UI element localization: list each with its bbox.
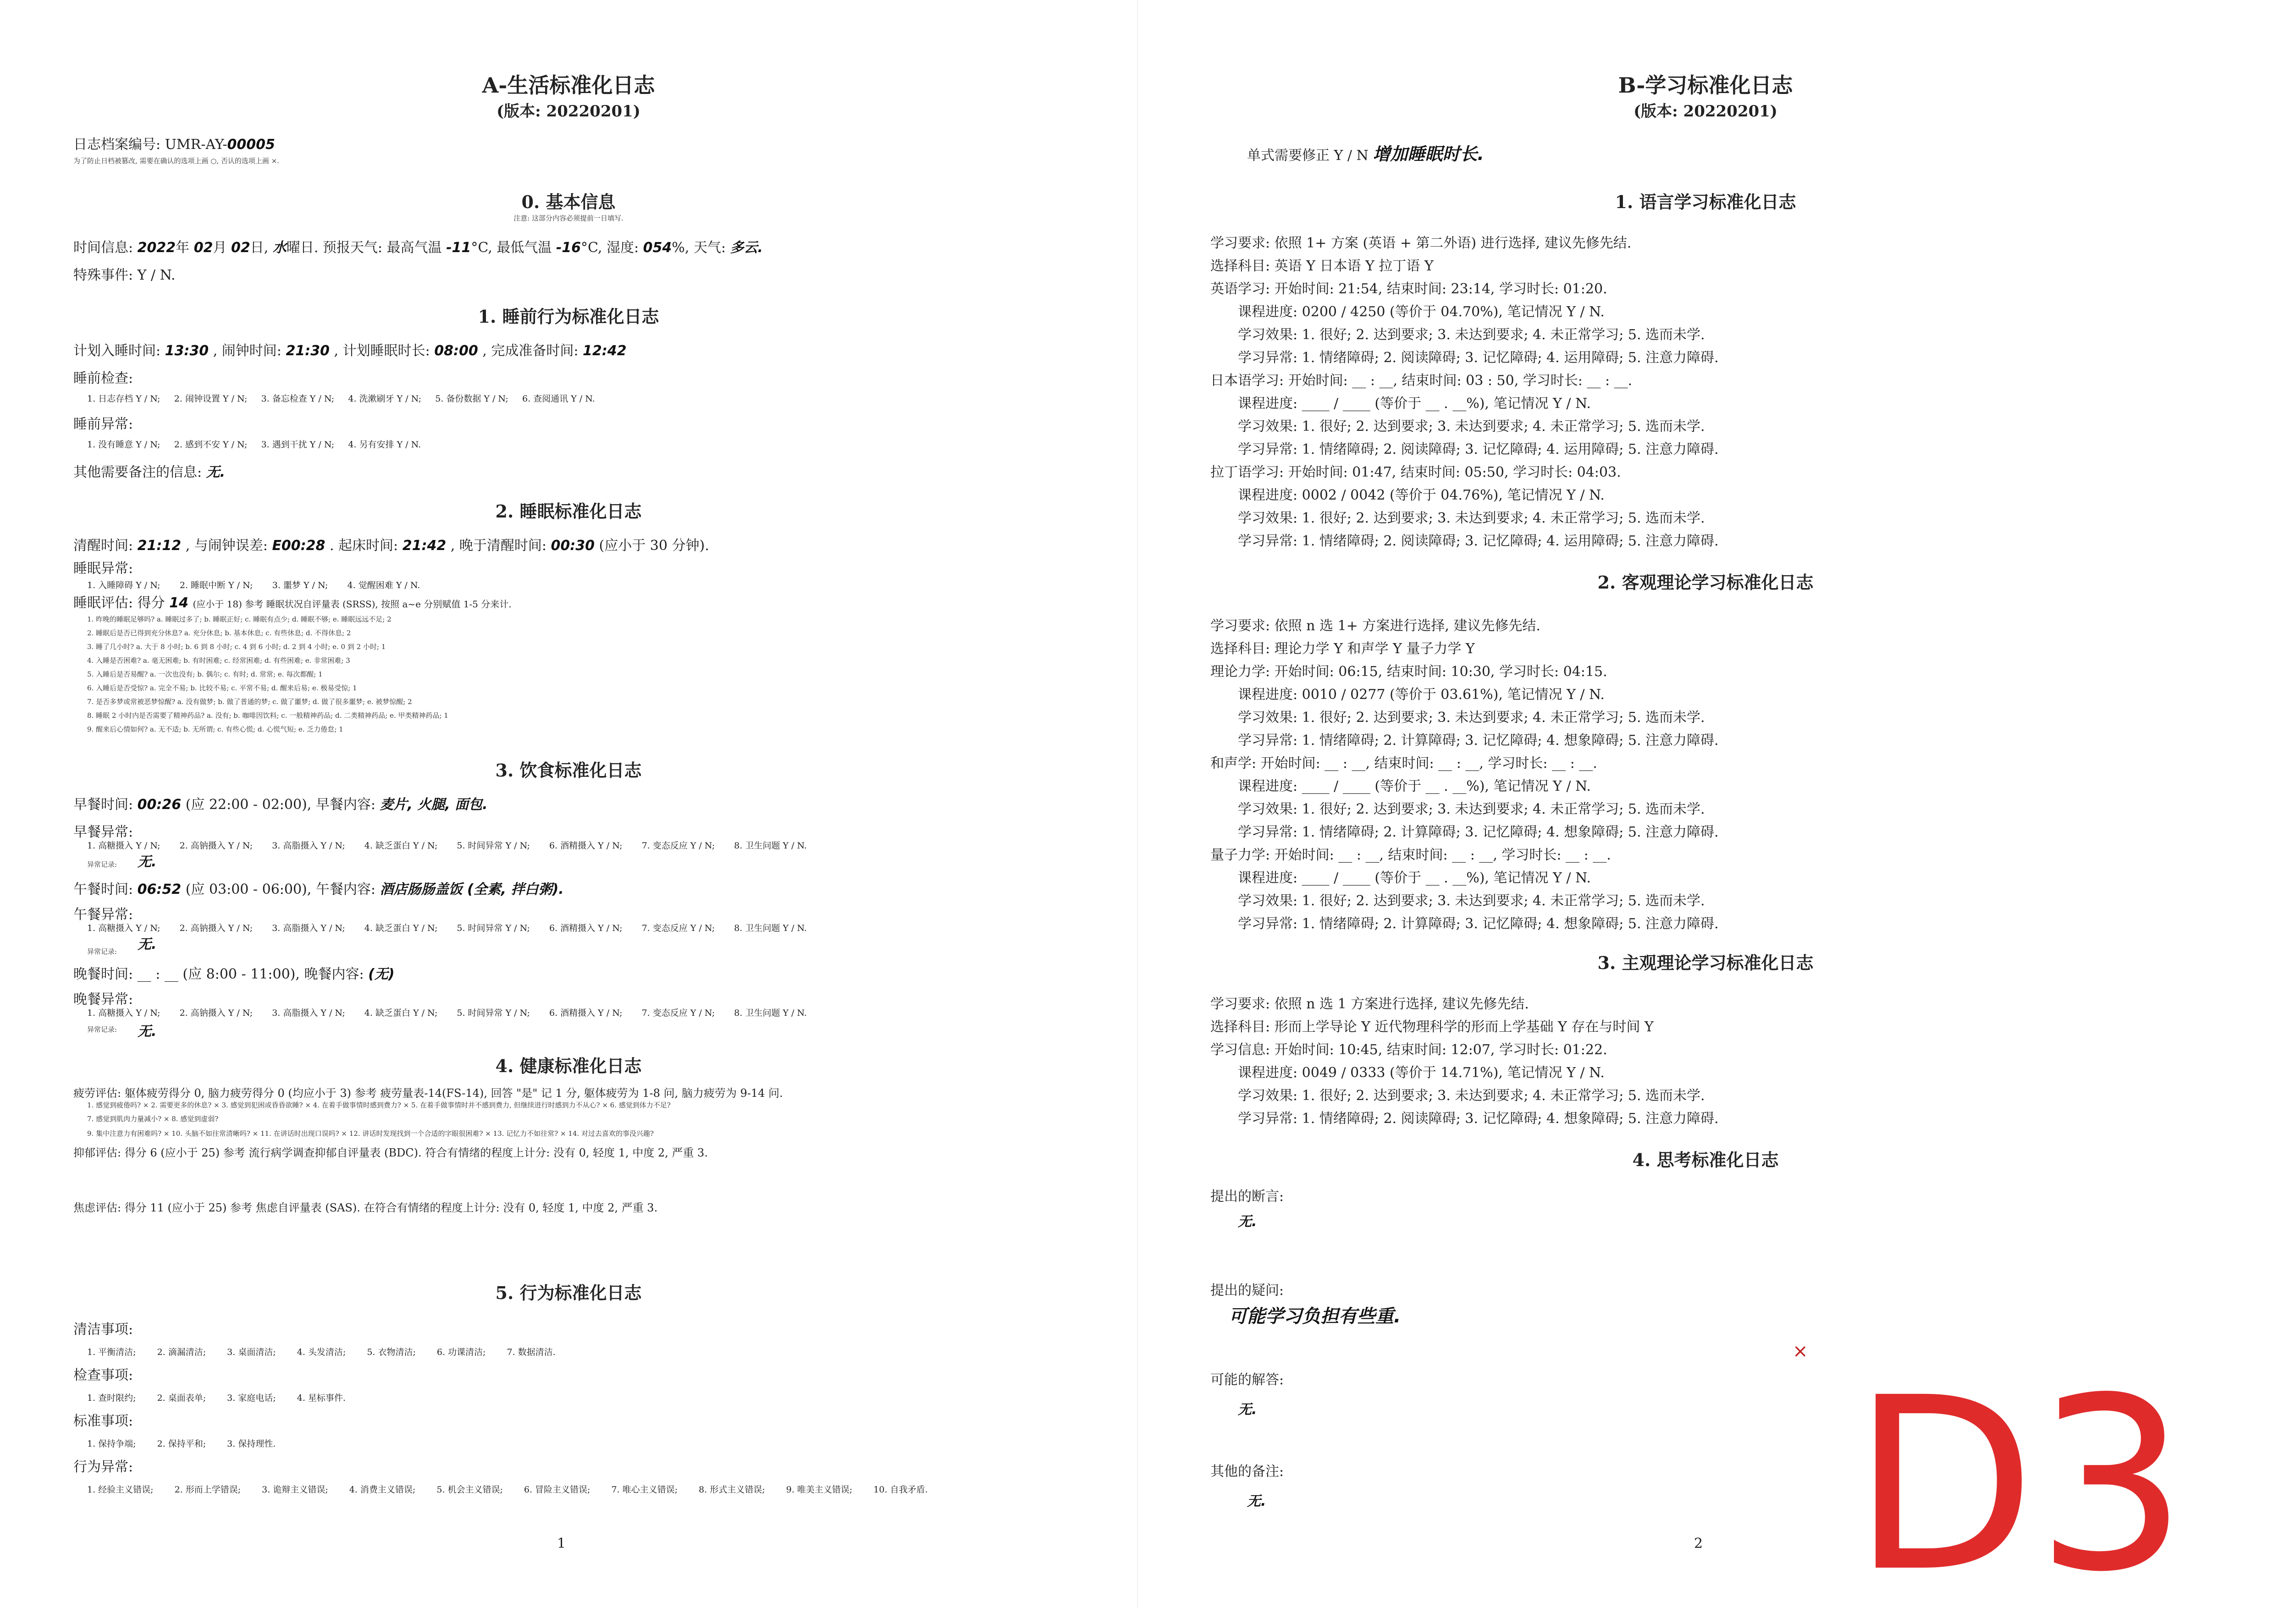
behavior-item: 3. 保持理性. bbox=[227, 1439, 276, 1449]
min-temp: -16 bbox=[556, 240, 581, 256]
mod-choice: Y / N bbox=[1334, 148, 1369, 164]
sleep-question: 9. 醒来后心情如何? a. 无不适; b. 无所谓; c. 有些心慌; d. 心慌气短; e. 乏力倦怠; 1 bbox=[87, 725, 343, 733]
err-value: E00:28 bbox=[272, 538, 326, 554]
behavior-item: 3. 诡辩主义错误; bbox=[262, 1485, 328, 1495]
max-temp: -11 bbox=[446, 240, 471, 256]
english-effect: 学习效果: 1. 很好; 2. 达到要求; 3. 未达到要求; 4. 未正常学习; 5. 选而未学. bbox=[1238, 327, 1705, 343]
archive-label: 日志档案编号: UMR-AY- bbox=[73, 137, 227, 153]
day-unit: 日, bbox=[250, 240, 269, 256]
section-1-title: 1. 睡前行为标准化日志 bbox=[478, 306, 659, 327]
obj-req: 学习要求: 依照 n 选 1+ 方案进行选择, 建议先修先结. bbox=[1210, 618, 1540, 634]
weekday-unit: 曜日. 预报天气: 最高气温 bbox=[286, 240, 442, 256]
year-value: 2022 bbox=[137, 240, 176, 256]
time-info-line bbox=[73, 236, 763, 256]
sleep-question: 2. 睡眠后是否已得到充分休息? a. 充分休息; b. 基本休息; c. 有些休息; d. 不得休息; 2 bbox=[87, 629, 351, 637]
meal-item: 7. 变态反应 Y / N; bbox=[641, 841, 715, 851]
other-note-value: 无. bbox=[1247, 1493, 1266, 1509]
subj-subjects: 选择科目: 形而上学导论 Y 近代物理科学的形而上学基础 Y 存在与时间 Y bbox=[1210, 1019, 1654, 1035]
behavior-item: 5. 衣物清洁; bbox=[367, 1347, 416, 1357]
section-3-title: 3. 饮食标准化日志 bbox=[495, 760, 642, 781]
quantum-progress: 课程进度: ____ / ____ (等价于 __ . __%), 笔记情况 Y / N. bbox=[1238, 870, 1591, 886]
abnormal-item: 3. 噩梦 Y / N; bbox=[272, 580, 328, 590]
question-label: 提出的疑问: bbox=[1210, 1283, 1284, 1299]
behavior-item: 4. 星标事件. bbox=[297, 1393, 346, 1403]
wake-time: 21:12 bbox=[137, 538, 182, 554]
breakfast-rec-label: 异常记录: bbox=[87, 860, 117, 869]
lunch-items bbox=[87, 921, 826, 934]
weekday-value: 水 bbox=[272, 240, 287, 256]
lunch-rec: 无. bbox=[138, 936, 157, 952]
check-item: 4. 洗漱刷牙 Y / N; bbox=[348, 394, 421, 404]
page-a-title: A-生活标准化日志 bbox=[482, 73, 655, 98]
abnormal-item: 4. 觉醒困难 Y / N. bbox=[347, 580, 420, 590]
meal-item: 8. 卫生问题 Y / N. bbox=[734, 1008, 807, 1018]
behavior-abn-items bbox=[87, 1483, 949, 1495]
check-item: 1. 日志存档 Y / N; bbox=[87, 394, 160, 404]
fatigue-q3: 9. 集中注意力有困难吗? × 10. 头脑不如往常清晰吗? × 11. 在讲话时出现口误吗? × 12. 讲话时发现找到一个合适的字眼很困难? × 13. 记忆力不如往常? × 14. 对过去喜欢的事没兴趣? bbox=[87, 1129, 654, 1138]
standard-items bbox=[87, 1437, 297, 1449]
late-value: 00:30 bbox=[551, 538, 595, 554]
harmony-line: 和声学: 开始时间: __ : __, 结束时间: __ : __, 学习时长: __ : __. bbox=[1210, 755, 1597, 771]
modification-line bbox=[1247, 140, 1484, 165]
subj-req: 学习要求: 依照 n 选 1 方案进行选择, 建议先修先结. bbox=[1210, 996, 1529, 1012]
answer-label: 可能的解答: bbox=[1210, 1372, 1284, 1388]
abnormal-item: 2. 感到不安 Y / N; bbox=[174, 440, 248, 450]
dinner-label: 晚餐时间: bbox=[73, 966, 133, 982]
meal-item: 7. 变态反应 Y / N; bbox=[641, 1008, 715, 1018]
pre-sleep-abnormals bbox=[87, 438, 421, 450]
wake-label: 清醒时间: bbox=[73, 538, 133, 554]
page-b-version: (版本: 20220201) bbox=[1634, 102, 1777, 121]
page-a-version: (版本: 20220201) bbox=[497, 102, 640, 121]
breakfast-label: 早餐时间: bbox=[73, 797, 133, 813]
fatigue-q1: 1. 感觉到疲倦吗? × 2. 需要更多的休息? × 3. 感觉到犯困或昏昏欲睡? × 4. 在着手做事情时感到费力? × 5. 在着手做事情时并不感到费力, 但继续进行时感到力不从心? × 6. 感觉到体力不足? bbox=[87, 1101, 671, 1109]
behavior-item: 7. 数据清洁. bbox=[507, 1347, 556, 1357]
lunch-label: 午餐时间: bbox=[73, 881, 133, 897]
other-value: 无. bbox=[206, 464, 226, 480]
meal-item: 3. 高脂摄入 Y / N; bbox=[272, 1008, 345, 1018]
depression-line: 抑郁评估: 得分 6 (应小于 25) 参考 流行病学调查抑郁自评量表 (BDC). 符合有情绪的程度上计分: 没有 0, 轻度 1, 中度 2, 严重 3. bbox=[73, 1146, 708, 1159]
check-item: 6. 查阅通讯 Y / N. bbox=[522, 394, 595, 404]
meal-item: 6. 酒精摄入 Y / N; bbox=[549, 841, 623, 851]
alarm-label: , 闹钟时间: bbox=[213, 343, 281, 359]
score-note: (应小于 18) 参考 睡眠状况自评量表 (SRSS), 按照 a~e 分别赋值 1-5 分来计. bbox=[193, 599, 512, 610]
meal-item: 4. 缺乏蛋白 Y / N; bbox=[364, 923, 438, 933]
archive-note: 为了防止日档被篡改, 需要在确认的选项上画 ○, 否认的选项上画 ×. bbox=[73, 157, 280, 165]
other-label: 其他需要备注的信息: bbox=[73, 464, 202, 480]
behavior-item: 1. 查时限约; bbox=[87, 1393, 136, 1403]
behavior-item: 3. 家庭电话; bbox=[227, 1393, 276, 1403]
meal-item: 5. 时间异常 Y / N; bbox=[457, 1008, 530, 1018]
check-item: 3. 备忘检查 Y / N; bbox=[261, 394, 335, 404]
behavior-item: 4. 头发清洁; bbox=[297, 1347, 346, 1357]
humidity: 054 bbox=[643, 240, 672, 256]
meal-item: 1. 高糖摄入 Y / N; bbox=[87, 841, 160, 851]
mech-progress: 课程进度: 0010 / 0277 (等价于 03.61%), 笔记情况 Y / N. bbox=[1238, 687, 1605, 703]
lunch-time: 06:52 bbox=[137, 881, 182, 897]
planlen-label: , 计划睡眠时长: bbox=[334, 343, 430, 359]
lunch-rec-label: 异常记录: bbox=[87, 947, 117, 956]
check-label: 检查事项: bbox=[73, 1367, 133, 1383]
japanese-line: 日本语学习: 开始时间: __ : __, 结束时间: 03 : 50, 学习时长: __ : __. bbox=[1210, 373, 1633, 389]
obj-subjects: 选择科目: 理论力学 Y 和声学 Y 量子力学 Y bbox=[1210, 641, 1475, 657]
meal-item: 8. 卫生问题 Y / N. bbox=[734, 841, 807, 851]
archive-value: 00005 bbox=[227, 137, 275, 153]
time-label: 时间信息: bbox=[73, 240, 133, 256]
mod-note: 增加睡眠时长. bbox=[1373, 144, 1484, 164]
sleep-score-line bbox=[73, 591, 512, 611]
behavior-abn-label: 行为异常: bbox=[73, 1459, 133, 1475]
quantum-effect: 学习效果: 1. 很好; 2. 达到要求; 3. 未达到要求; 4. 未正常学习; 5. 选而未学. bbox=[1238, 893, 1705, 909]
min-unit: °C, 湿度: bbox=[581, 240, 639, 256]
meal-item: 7. 变态反应 Y / N; bbox=[641, 923, 715, 933]
lang-subjects: 选择科目: 英语 Y 日本语 Y 拉丁语 Y bbox=[1210, 258, 1434, 274]
quantum-abnormal: 学习异常: 1. 情绪障碍; 2. 计算障碍; 3. 记忆障碍; 4. 想象障碍; 5. 注意力障碍. bbox=[1238, 916, 1719, 932]
sleep-question: 5. 入睡后是否易醒? a. 一次也没有; b. 偶尔; c. 有时; d. 常常; e. 每次都醒; 1 bbox=[87, 670, 323, 678]
abnormal-item: 3. 遇到干扰 Y / N; bbox=[261, 440, 335, 450]
behavior-item: 9. 唯美主义错误; bbox=[786, 1485, 853, 1495]
b-section-4-title: 4. 思考标准化日志 bbox=[1632, 1150, 1779, 1170]
behavior-item: 10. 自我矛盾. bbox=[873, 1485, 928, 1495]
mod-label: 单式需要修正 bbox=[1247, 148, 1330, 164]
pre-sleep-checks bbox=[87, 392, 595, 404]
meal-item: 2. 高钠摄入 Y / N; bbox=[179, 923, 253, 933]
clean-label: 清洁事项: bbox=[73, 1321, 133, 1338]
up-label: . 起床时间: bbox=[329, 538, 398, 554]
anxiety-line: 焦虑评估: 得分 11 (应小于 25) 参考 焦虑自评量表 (SAS). 在符合有情绪的程度上计分: 没有 0, 轻度 1, 中度 2, 严重 3. bbox=[73, 1201, 658, 1214]
breakfast-time: 00:26 bbox=[137, 797, 182, 813]
subj-effect: 学习效果: 1. 很好; 2. 达到要求; 3. 未达到要求; 4. 未正常学习; 5. 选而未学. bbox=[1238, 1088, 1705, 1104]
japanese-effect: 学习效果: 1. 很好; 2. 达到要求; 3. 未达到要求; 4. 未正常学习; 5. 选而未学. bbox=[1238, 418, 1705, 435]
behavior-item: 1. 经验主义错误; bbox=[87, 1485, 154, 1495]
weather: 多云. bbox=[730, 240, 763, 256]
ready-label: , 完成准备时间: bbox=[482, 343, 579, 359]
section-4-title: 4. 健康标准化日志 bbox=[495, 1056, 642, 1076]
late-note: (应小于 30 分钟). bbox=[599, 538, 709, 554]
meal-item: 2. 高钠摄入 Y / N; bbox=[179, 1008, 253, 1018]
behavior-item: 1. 平衡清洁; bbox=[87, 1347, 136, 1357]
dinner-line bbox=[73, 963, 395, 983]
meal-item: 2. 高钠摄入 Y / N; bbox=[179, 841, 253, 851]
archive-line bbox=[73, 133, 275, 153]
harmony-progress: 课程进度: ____ / ____ (等价于 __ . __%), 笔记情况 Y / N. bbox=[1238, 778, 1591, 794]
sleep-question: 6. 入睡后是否受惊? a. 完全不易; b. 比较不易; c. 平常不易; d. 醒来后易; e. 极易受惊; 1 bbox=[87, 684, 357, 692]
score-label: 睡眠评估: 得分 bbox=[73, 595, 165, 611]
abnormal-item: 1. 入睡障碍 Y / N; bbox=[87, 580, 160, 590]
behavior-item: 1. 保持争端; bbox=[87, 1439, 136, 1449]
question-value: 可能学习负担有些重. bbox=[1229, 1306, 1401, 1327]
breakfast-content: 麦片, 火腿, 面包. bbox=[380, 797, 488, 813]
harmony-abnormal: 学习异常: 1. 情绪障碍; 2. 计算障碍; 3. 记忆障碍; 4. 想象障碍; 5. 注意力障碍. bbox=[1238, 824, 1719, 840]
breakfast-line bbox=[73, 793, 488, 813]
b-section-3-title: 3. 主观理论学习标准化日志 bbox=[1597, 952, 1814, 973]
sleep-question: 8. 睡眠 2 小时内是否需要了精神药品? a. 没有; b. 咖啡因饮料; c. 一般精神药品; d. 二类精神药品; e. 甲类精神药品; 1 bbox=[87, 711, 448, 720]
month-value: 02 bbox=[193, 240, 213, 256]
english-abnormal: 学习异常: 1. 情绪障碍; 2. 阅读障碍; 3. 记忆障碍; 4. 运用障碍; 5. 注意力障碍. bbox=[1238, 350, 1719, 366]
behavior-item: 3. 桌面清洁; bbox=[227, 1347, 276, 1357]
behavior-item: 6. 冒险主义错误; bbox=[524, 1485, 591, 1495]
lang-req: 学习要求: 依照 1+ 方案 (英语 + 第二外语) 进行选择, 建议先修先结. bbox=[1210, 235, 1632, 251]
meal-item: 3. 高脂摄入 Y / N; bbox=[272, 841, 345, 851]
english-line: 英语学习: 开始时间: 21:54, 结束时间: 23:14, 学习时长: 01:20. bbox=[1210, 281, 1607, 297]
quantum-line: 量子力学: 开始时间: __ : __, 结束时间: __ : __, 学习时长: __ : __. bbox=[1210, 847, 1611, 863]
alarm-time: 21:30 bbox=[286, 343, 330, 359]
cross-mark-icon: × bbox=[1793, 1341, 1808, 1362]
subj-progress: 课程进度: 0049 / 0333 (等价于 14.71%), 笔记情况 Y / N. bbox=[1238, 1065, 1605, 1081]
behavior-item: 4. 消费主义错误; bbox=[349, 1485, 416, 1495]
behavior-item: 8. 形式主义错误; bbox=[699, 1485, 765, 1495]
standard-label: 标准事项: bbox=[73, 1413, 133, 1429]
b-section-1-title: 1. 语言学习标准化日志 bbox=[1615, 192, 1796, 212]
other-notes-line bbox=[73, 461, 225, 481]
latin-line: 拉丁语学习: 开始时间: 01:47, 结束时间: 05:50, 学习时长: 04:03. bbox=[1210, 464, 1621, 480]
section-0-title: 0. 基本信息 bbox=[521, 192, 616, 212]
fatigue-q2: 7. 感觉到肌肉力量减小? × 8. 感觉到虚弱? bbox=[87, 1115, 219, 1123]
d3-stamp: D3 bbox=[1852, 1346, 2188, 1624]
dinner-rec: 无. bbox=[138, 1024, 157, 1040]
lunch-note: (应 03:00 - 06:00), 午餐内容: bbox=[185, 881, 375, 897]
meal-item: 4. 缺乏蛋白 Y / N; bbox=[364, 841, 438, 851]
page-number: 1 bbox=[557, 1536, 566, 1552]
harmony-effect: 学习效果: 1. 很好; 2. 达到要求; 3. 未达到要求; 4. 未正常学习; 5. 选而未学. bbox=[1238, 801, 1705, 817]
pre-sleep-check-label: 睡前检查: bbox=[73, 370, 133, 386]
max-unit: °C, 最低气温 bbox=[471, 240, 552, 256]
dinner-rec-label: 异常记录: bbox=[87, 1025, 117, 1034]
behavior-item: 6. 功课清洁; bbox=[436, 1347, 486, 1357]
lunch-line bbox=[73, 878, 564, 898]
abnormal-item: 2. 睡眠中断 Y / N; bbox=[179, 580, 253, 590]
check-items bbox=[87, 1391, 367, 1404]
year-unit: 年 bbox=[176, 240, 190, 256]
clean-items bbox=[87, 1345, 577, 1358]
dinner-items bbox=[87, 1006, 826, 1018]
check-item: 2. 闹钟设置 Y / N; bbox=[174, 394, 248, 404]
latin-progress: 课程进度: 0002 / 0042 (等价于 04.76%), 笔记情况 Y / N. bbox=[1238, 487, 1605, 503]
check-item: 5. 备份数据 Y / N; bbox=[435, 394, 508, 404]
breakfast-abn-label: 早餐异常: bbox=[73, 824, 133, 840]
sleep-question: 1. 昨晚的睡眠足够吗? a. 睡眠过多了; b. 睡眠正好; c. 睡眠有点少; d. 睡眠不够; e. 睡眠远远不足; 2 bbox=[87, 615, 392, 623]
behavior-item: 2. 桌面表单; bbox=[157, 1393, 206, 1403]
sleep-question: 3. 睡了几小时? a. 大于 8 小时; b. 6 到 8 小时; c. 4 到 6 小时; d. 2 到 4 小时; e. 0 到 2 小时; 1 bbox=[87, 643, 386, 651]
up-time: 21:42 bbox=[402, 538, 447, 554]
meal-item: 5. 时间异常 Y / N; bbox=[457, 841, 530, 851]
assert-value: 无. bbox=[1238, 1214, 1257, 1230]
humidity-unit: %, 天气: bbox=[672, 240, 726, 256]
latin-abnormal: 学习异常: 1. 情绪障碍; 2. 阅读障碍; 3. 记忆障碍; 4. 运用障碍; 5. 注意力障碍. bbox=[1238, 533, 1719, 549]
breakfast-rec: 无. bbox=[138, 854, 157, 870]
behavior-item: 5. 机会主义错误; bbox=[436, 1485, 503, 1495]
score-value: 14 bbox=[169, 595, 188, 611]
month-unit: 月 bbox=[213, 240, 227, 256]
meal-item: 3. 高脂摄入 Y / N; bbox=[272, 923, 345, 933]
breakfast-note: (应 22:00 - 02:00), 早餐内容: bbox=[185, 797, 375, 813]
behavior-item: 2. 滴漏清洁; bbox=[157, 1347, 206, 1357]
meal-item: 1. 高糖摄入 Y / N; bbox=[87, 923, 160, 933]
fatigue-line: 疲劳评估: 躯体疲劳得分 0, 脑力疲劳得分 0 (均应小于 3) 参考 疲劳量表-14(FS-14), 回答 "是" 记 1 分, 躯体疲劳为 1-8 问, 脑力疲劳为 9-14 问. bbox=[73, 1087, 783, 1100]
mech-line: 理论力学: 开始时间: 06:15, 结束时间: 10:30, 学习时长: 04:15. bbox=[1210, 664, 1607, 680]
behavior-item: 2. 形而上学错误; bbox=[174, 1485, 241, 1495]
section-5-title: 5. 行为标准化日志 bbox=[495, 1283, 642, 1303]
english-progress: 课程进度: 0200 / 4250 (等价于 04.70%), 笔记情况 Y / N. bbox=[1238, 304, 1605, 320]
meal-item: 6. 酒精摄入 Y / N; bbox=[549, 1008, 623, 1018]
special-event: 特殊事件: Y / N. bbox=[73, 267, 176, 283]
dinner-note: (应 8:00 - 11:00), 晚餐内容: bbox=[182, 966, 364, 982]
lunch-content: 酒店肠肠盖饭 (全素, 拌白粥). bbox=[380, 881, 564, 897]
page-number: 2 bbox=[1694, 1536, 1703, 1552]
plan-time: 13:30 bbox=[165, 343, 209, 359]
planlen: 08:00 bbox=[434, 343, 478, 359]
sleep-plan-line bbox=[73, 339, 627, 359]
other-note-label: 其他的备注: bbox=[1210, 1464, 1284, 1480]
sleep-abnormals bbox=[87, 578, 420, 591]
late-label: , 晚于清醒时间: bbox=[450, 538, 546, 554]
wake-line bbox=[73, 534, 709, 554]
sleep-question: 4. 入睡是否困难? a. 毫无困难; b. 有时困难; c. 经常困难; d. 有些困难; e. 非常困难; 3 bbox=[87, 656, 350, 665]
meal-item: 1. 高糖摄入 Y / N; bbox=[87, 1008, 160, 1018]
section-0-note: 注意: 这部分内容必须提前一日填写. bbox=[513, 214, 624, 222]
assert-label: 提出的断言: bbox=[1210, 1189, 1284, 1205]
mech-effect: 学习效果: 1. 很好; 2. 达到要求; 3. 未达到要求; 4. 未正常学习; 5. 选而未学. bbox=[1238, 710, 1705, 726]
japanese-abnormal: 学习异常: 1. 情绪障碍; 2. 阅读障碍; 3. 记忆障碍; 4. 运用障碍; 5. 注意力障碍. bbox=[1238, 441, 1719, 457]
meal-item: 6. 酒精摄入 Y / N; bbox=[549, 923, 623, 933]
subj-line: 学习信息: 开始时间: 10:45, 结束时间: 12:07, 学习时长: 01:22. bbox=[1210, 1042, 1607, 1058]
pre-sleep-abnormal-label: 睡前异常: bbox=[73, 416, 133, 432]
sleep-question: 7. 是否多梦或常被恶梦惊醒? a. 没有做梦; b. 做了普通的梦; c. 做了噩梦; d. 做了很多噩梦; e. 被梦惊醒; 2 bbox=[87, 698, 412, 706]
japanese-progress: 课程进度: ____ / ____ (等价于 __ . __%), 笔记情况 Y / N. bbox=[1238, 396, 1591, 412]
mech-abnormal: 学习异常: 1. 情绪障碍; 2. 计算障碍; 3. 记忆障碍; 4. 想象障碍; 5. 注意力障碍. bbox=[1238, 732, 1719, 749]
meal-item: 8. 卫生问题 Y / N. bbox=[734, 923, 807, 933]
ready-time: 12:42 bbox=[583, 343, 627, 359]
dinner-abn-label: 晚餐异常: bbox=[73, 991, 133, 1007]
abnormal-item: 4. 另有安排 Y / N. bbox=[348, 440, 421, 450]
latin-effect: 学习效果: 1. 很好; 2. 达到要求; 3. 未达到要求; 4. 未正常学习; 5. 选而未学. bbox=[1238, 510, 1705, 526]
page-b-title: B-学习标准化日志 bbox=[1618, 73, 1793, 98]
dinner-content: (无) bbox=[368, 966, 395, 982]
behavior-item: 7. 唯心主义错误; bbox=[611, 1485, 678, 1495]
plan-label: 计划入睡时间: bbox=[73, 343, 161, 359]
meal-item: 5. 时间异常 Y / N; bbox=[457, 923, 530, 933]
err-label: , 与闹钟误差: bbox=[185, 538, 268, 554]
subj-abnormal: 学习异常: 1. 情绪障碍; 2. 阅读障碍; 3. 记忆障碍; 4. 想象障碍; 5. 注意力障碍. bbox=[1238, 1111, 1719, 1127]
abnormal-item: 1. 没有睡意 Y / N; bbox=[87, 440, 160, 450]
answer-value: 无. bbox=[1238, 1402, 1257, 1418]
dinner-time: __ : __ bbox=[137, 966, 178, 982]
b-section-2-title: 2. 客观理论学习标准化日志 bbox=[1597, 572, 1814, 593]
behavior-item: 2. 保持平和; bbox=[157, 1439, 206, 1449]
page-a bbox=[0, 0, 1137, 1607]
sleep-abnormal-label: 睡眠异常: bbox=[73, 561, 133, 577]
meal-item: 4. 缺乏蛋白 Y / N; bbox=[364, 1008, 438, 1018]
section-2-title: 2. 睡眠标准化日志 bbox=[495, 501, 642, 522]
lunch-abn-label: 午餐异常: bbox=[73, 907, 133, 923]
breakfast-items bbox=[87, 839, 826, 851]
day-value: 02 bbox=[231, 240, 250, 256]
